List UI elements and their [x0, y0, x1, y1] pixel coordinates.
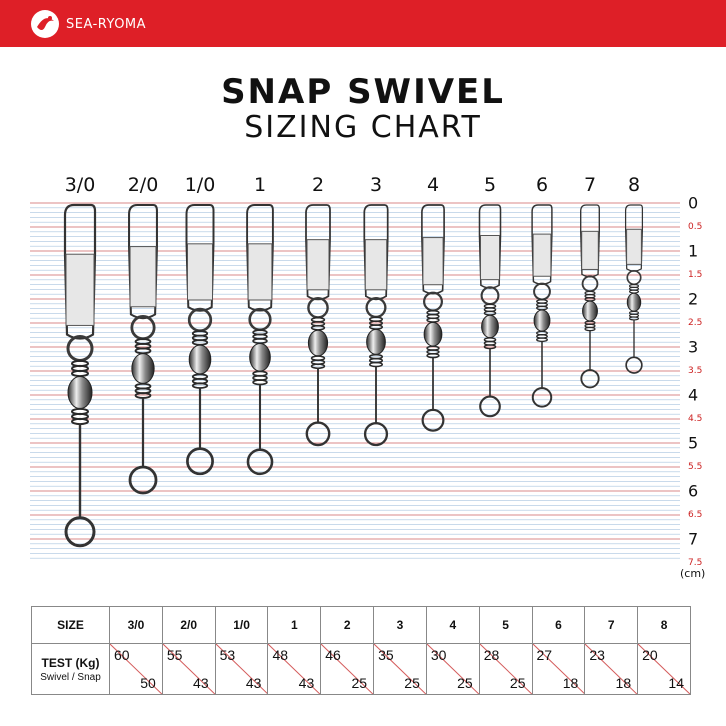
table-test-cell: [268, 644, 321, 695]
swivel-eye: [533, 388, 551, 406]
swivel-test-value: 30: [430, 647, 447, 663]
swivel-coil: [72, 419, 88, 424]
swivel-coil: [537, 338, 548, 341]
table-test-cell: [638, 644, 691, 695]
snap-test-value: 43: [193, 675, 209, 691]
ruler-label-major: 2: [688, 289, 699, 309]
table-size-cell: 2: [321, 607, 374, 644]
size-header: SIZE: [32, 607, 110, 644]
snap-test-value: 25: [404, 675, 420, 691]
size-row: [32, 607, 691, 644]
snap-clip: [533, 234, 551, 276]
table-test-cell: [215, 644, 268, 695]
size-label: 3/0: [64, 174, 96, 196]
swivel-barrel: [68, 377, 92, 409]
table-test-cell: [162, 644, 215, 695]
ruler-label-minor: 1.5: [688, 270, 703, 280]
snap-swivel: [422, 205, 444, 431]
size-label: 1: [253, 174, 267, 196]
swivel-coil: [585, 327, 595, 330]
ruler-label-major: 5: [688, 433, 699, 453]
table-size-cell: 3: [374, 607, 427, 644]
swivel-coil: [72, 371, 88, 376]
swivel-eye: [581, 370, 598, 387]
size-label: 4: [426, 174, 440, 196]
chart-subtitle: SIZING CHART: [244, 110, 482, 145]
swivel-eye: [130, 467, 156, 493]
size-label: 1/0: [184, 174, 216, 196]
snap-clip: [66, 254, 94, 325]
table-size-cell: 1: [268, 607, 321, 644]
brand-name: SEA-RYOMA: [66, 16, 147, 32]
ruler-label-major: 1: [688, 241, 699, 261]
ruler-label-minor: 7.5: [688, 558, 703, 568]
swivel-ring: [424, 293, 442, 311]
table-test-cell: [532, 644, 585, 695]
snap-test-value: 25: [509, 675, 526, 691]
swivel-coil: [370, 362, 382, 366]
ruler-label-major: 3: [688, 337, 699, 357]
table-size-cell: 4: [426, 607, 479, 644]
size-label: 6: [535, 174, 549, 196]
snap-swivel: [364, 205, 387, 445]
swivel-test-value: 46: [325, 647, 341, 663]
snap-test-value: 25: [457, 675, 473, 691]
ruler-label-major: 6: [688, 481, 699, 501]
swivel-test-value: 35: [378, 647, 394, 663]
swivel-ring: [250, 309, 271, 330]
ruler-label-major: 4: [688, 385, 699, 405]
ruler-label-minor: 3.5: [688, 366, 703, 376]
swivel-coil: [427, 354, 439, 358]
snap-swivel: [581, 205, 600, 387]
ruler-label-minor: 0.5: [688, 222, 703, 232]
snap-clip: [130, 247, 156, 307]
table-test-cell: [374, 644, 427, 695]
swivel-barrel: [189, 345, 211, 374]
swivel-eye: [66, 518, 94, 546]
snap-clip: [481, 235, 500, 279]
table-test-cell: [110, 644, 163, 695]
ruler-label-major: 7: [688, 529, 699, 549]
swivel-coil: [253, 380, 267, 384]
snap-test-value: 50: [140, 675, 156, 691]
ruler-unit: (cm): [680, 567, 706, 580]
table-size-cell: 3/0: [110, 607, 163, 644]
size-label: 3: [369, 174, 383, 196]
test-header: TEST (Kg): [41, 655, 100, 670]
swivel-ring: [367, 298, 386, 317]
table-size-cell: 2/0: [162, 607, 215, 644]
swivel-ring: [482, 287, 499, 304]
swivel-test-value: 60: [114, 647, 130, 663]
snap-swivel: [480, 205, 501, 416]
size-label: 5: [483, 174, 497, 196]
snap-swivel: [306, 205, 330, 445]
swivel-coil: [427, 318, 439, 322]
test-subheader: Swivel / Snap: [40, 671, 101, 683]
table-test-cell: [426, 644, 479, 695]
chart-title: SNAP SWIVEL: [221, 72, 505, 112]
table-size-cell: 8: [638, 607, 691, 644]
snap-test-value: 18: [615, 675, 632, 691]
swivel-coil: [537, 306, 548, 309]
swivel-barrel: [424, 322, 442, 346]
spec-table: [31, 606, 691, 695]
swivel-barrel: [482, 315, 499, 337]
snap-test-value: 14: [668, 675, 684, 691]
snap-test-value: 43: [245, 675, 262, 691]
swivel-coil: [253, 339, 267, 343]
table-size-cell: 5: [479, 607, 532, 644]
snap-test-value: 43: [298, 675, 315, 691]
table-test-cell: [585, 644, 638, 695]
swivel-ring: [627, 271, 640, 284]
swivel-ring: [583, 276, 598, 291]
ruler-label-major: 0: [688, 193, 699, 213]
swivel-eye: [248, 450, 272, 474]
swivel-test-value: 48: [272, 647, 289, 663]
ruler-label-minor: 2.5: [688, 318, 703, 328]
swivel-barrel: [627, 293, 640, 311]
size-label: 2/0: [127, 174, 159, 196]
swivel-test-value: 53: [219, 647, 236, 663]
size-label: 8: [627, 174, 641, 196]
swivel-ring: [68, 337, 92, 361]
swivel-eye: [423, 410, 444, 431]
table-size-cell: 6: [532, 607, 585, 644]
swivel-coil: [136, 348, 151, 353]
snap-test-value: 18: [562, 675, 579, 691]
snap-clip: [307, 240, 329, 290]
table-test-cell: [321, 644, 374, 695]
snap-test-value: 25: [351, 675, 368, 691]
table-test-cell: [479, 644, 532, 695]
ruler-label-minor: 5.5: [688, 462, 703, 472]
snap-swivel: [65, 205, 95, 546]
swivel-barrel: [308, 330, 327, 356]
swivel-coil: [630, 290, 639, 293]
swivel-barrel: [534, 310, 550, 331]
swivel-barrel: [367, 329, 386, 354]
size-label: 2: [311, 174, 325, 196]
size-label: 7: [583, 174, 597, 196]
swivel-eye: [365, 423, 387, 445]
swivel-test-value: 20: [642, 647, 658, 663]
table-size-cell: 1/0: [215, 607, 268, 644]
snap-clip: [423, 238, 443, 285]
swivel-ring: [534, 284, 550, 300]
swivel-coil: [370, 325, 382, 329]
swivel-eye: [307, 423, 329, 445]
test-row: [32, 644, 691, 695]
swivel-test-value: 28: [483, 647, 500, 663]
snap-swivel: [626, 205, 643, 373]
snap-swivel: [532, 205, 552, 407]
snap-clip: [365, 240, 386, 290]
swivel-test-value: 23: [589, 647, 605, 663]
ruler-label-minor: 6.5: [688, 510, 703, 520]
snap-clip: [188, 244, 213, 300]
snap-swivel: [129, 205, 157, 493]
snap-clip: [248, 244, 272, 300]
swivel-barrel: [250, 344, 271, 372]
swivel-test-value: 55: [166, 647, 183, 663]
table-size-cell: 7: [585, 607, 638, 644]
swivel-barrel: [132, 354, 154, 384]
swivel-test-value: 27: [536, 647, 553, 663]
snap-clip: [582, 231, 599, 269]
snap-clip: [627, 229, 642, 264]
ruler-label-minor: 4.5: [688, 414, 703, 424]
test-header-cell: [32, 644, 110, 695]
swivel-ring: [308, 298, 327, 317]
swivel-barrel: [583, 301, 598, 321]
